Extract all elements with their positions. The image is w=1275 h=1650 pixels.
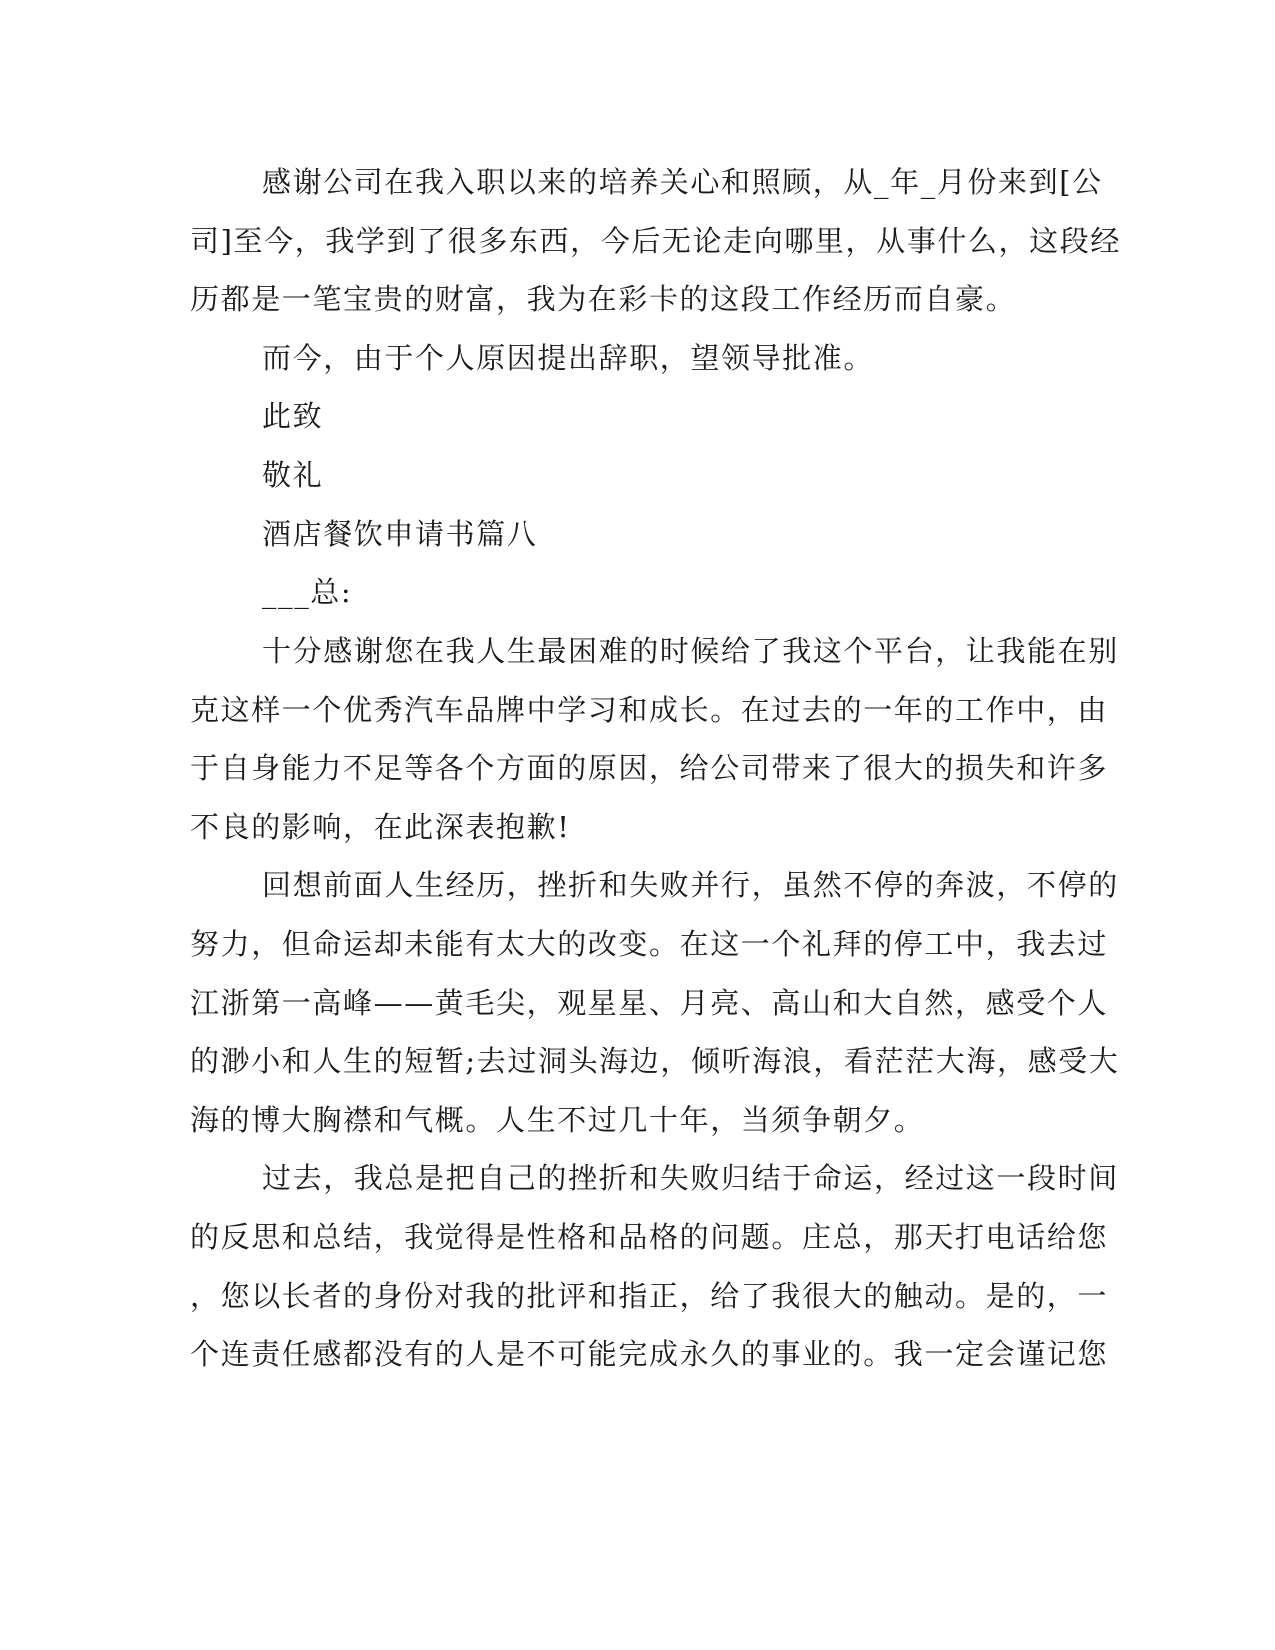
text-line: ，您以长者的身份对我的批评和指正，给了我很大的触动。是的，一	[190, 1279, 1109, 1313]
text-line: 而今，由于个人原因提出辞职，望领导批准。	[262, 341, 875, 375]
text-line: 感谢公司在我入职以来的培养关心和照顾，从_年_月份来到[公	[262, 165, 1103, 199]
salutation: ___总:	[262, 575, 353, 609]
text-line: 的渺小和人生的短暂;去过洞头海边，倾听海浪，看茫茫大海，感受大	[190, 1044, 1120, 1078]
text-line: 克这样一个优秀汽车品牌中学习和成长。在过去的一年的工作中，由	[190, 693, 1109, 727]
text-line: 个连责任感都没有的人是不可能完成永久的事业的。我一定会谨记您	[190, 1337, 1109, 1371]
text-line: 不良的影响，在此深表抱歉!	[190, 810, 571, 844]
text-line: 此致	[262, 399, 324, 433]
text-line: 过去，我总是把自己的挫折和失败归结于命运，经过这一段时间	[262, 1161, 1119, 1195]
section-heading: 酒店餐饮申请书篇八	[262, 517, 538, 551]
text-line: 敬礼	[262, 458, 324, 492]
text-line: 江浙第一高峰——黄毛尖，观星星、月亮、高山和大自然，感受个人	[190, 986, 1109, 1020]
text-line: 海的博大胸襟和气概。人生不过几十年，当须争朝夕。	[190, 1103, 925, 1137]
text-line: 于自身能力不足等各个方面的原因，给公司带来了很大的损失和许多	[190, 751, 1109, 785]
text-line: 十分感谢您在我人生最困难的时候给了我这个平台，让我能在别	[262, 634, 1119, 668]
text-line: 历都是一笔宝贵的财富，我为在彩卡的这段工作经历而自豪。	[190, 282, 1017, 316]
text-line: 司]至今，我学到了很多东西，今后无论走向哪里，从事什么，这段经	[190, 224, 1121, 258]
text-line: 回想前面人生经历，挫折和失败并行，虽然不停的奔波，不停的	[262, 868, 1119, 902]
text-line: 的反思和总结，我觉得是性格和品格的问题。庄总，那天打电话给您	[190, 1220, 1109, 1254]
text-line: 努力，但命运却未能有太大的改变。在这一个礼拜的停工中，我去过	[190, 927, 1109, 961]
